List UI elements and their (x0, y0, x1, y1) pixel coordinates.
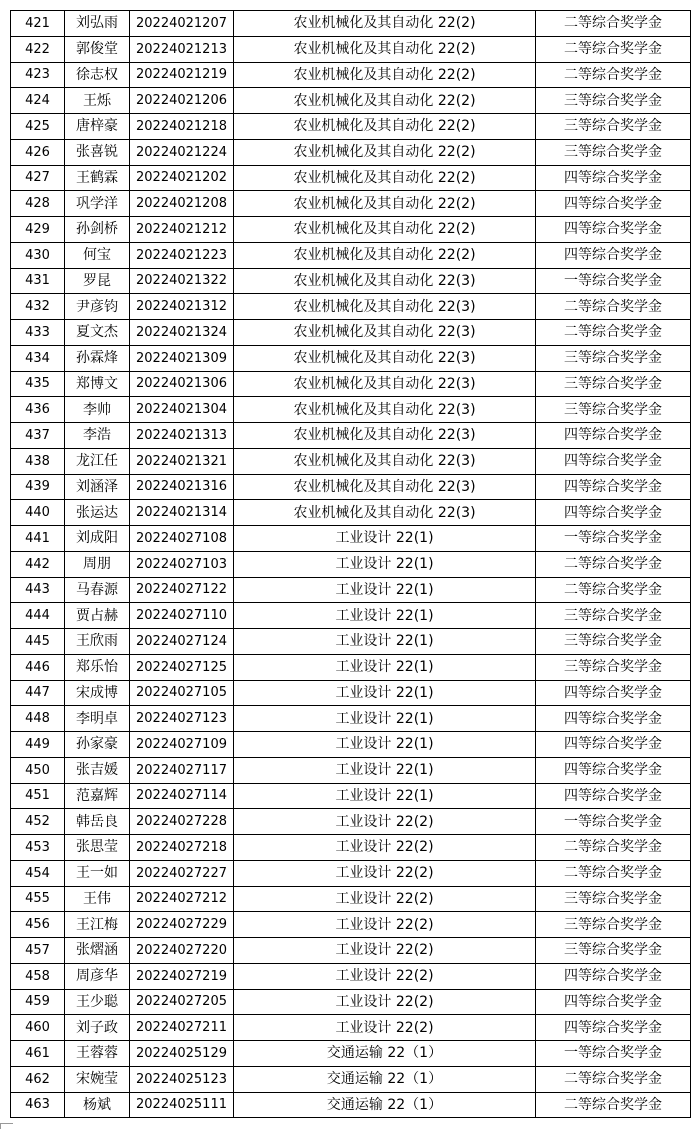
cell-student-id: 20224021306 (130, 371, 234, 397)
cell-index: 440 (11, 500, 65, 526)
cell-student-id: 20224021219 (130, 62, 234, 88)
cell-class: 工业设计 22(2) (234, 886, 536, 912)
cell-index: 444 (11, 603, 65, 629)
cell-award: 二等综合奖学金 (536, 294, 691, 320)
table-row (11, 268, 691, 294)
cell-student-id: 20224027219 (130, 963, 234, 989)
cell-class: 交通运输 22（1） (234, 1066, 536, 1092)
cell-award: 二等综合奖学金 (536, 577, 691, 603)
cell-student-id: 20224027211 (130, 1015, 234, 1041)
cell-name: 刘子政 (65, 1015, 130, 1041)
cell-student-id: 20224021316 (130, 474, 234, 500)
cell-index: 423 (11, 62, 65, 88)
cell-award: 四等综合奖学金 (536, 500, 691, 526)
table-row (11, 36, 691, 62)
cell-name: 何宝 (65, 242, 130, 268)
cell-index: 459 (11, 989, 65, 1015)
table-row (11, 345, 691, 371)
cell-index: 431 (11, 268, 65, 294)
cell-index: 421 (11, 11, 65, 37)
table-row (11, 551, 691, 577)
cell-student-id: 20224027108 (130, 526, 234, 552)
cell-name: 周朋 (65, 551, 130, 577)
cell-index: 422 (11, 36, 65, 62)
cell-award: 四等综合奖学金 (536, 423, 691, 449)
table-row (11, 989, 691, 1015)
table-row (11, 886, 691, 912)
cell-index: 435 (11, 371, 65, 397)
table-row (11, 217, 691, 243)
cell-student-id: 20224027114 (130, 783, 234, 809)
cell-student-id: 20224027227 (130, 860, 234, 886)
table-row (11, 629, 691, 655)
cell-name: 孙剑桥 (65, 217, 130, 243)
cell-class: 农业机械化及其自动化 22(2) (234, 165, 536, 191)
cell-student-id: 20224021207 (130, 11, 234, 37)
cell-index: 427 (11, 165, 65, 191)
cell-student-id: 20224027205 (130, 989, 234, 1015)
cell-name: 王伟 (65, 886, 130, 912)
cell-class: 农业机械化及其自动化 22(2) (234, 191, 536, 217)
cell-name: 张熠涵 (65, 938, 130, 964)
cell-award: 一等综合奖学金 (536, 1041, 691, 1067)
table-row (11, 474, 691, 500)
cell-class: 工业设计 22(2) (234, 860, 536, 886)
cell-award: 三等综合奖学金 (536, 88, 691, 114)
table-row (11, 11, 691, 37)
table-row (11, 397, 691, 423)
table-row (11, 912, 691, 938)
cell-award: 一等综合奖学金 (536, 268, 691, 294)
table-row (11, 294, 691, 320)
cell-award: 四等综合奖学金 (536, 242, 691, 268)
cell-class: 农业机械化及其自动化 22(2) (234, 242, 536, 268)
cell-name: 孙家豪 (65, 732, 130, 758)
cell-student-id: 20224027229 (130, 912, 234, 938)
cell-name: 李明卓 (65, 706, 130, 732)
cell-award: 二等综合奖学金 (536, 36, 691, 62)
cell-student-id: 20224027124 (130, 629, 234, 655)
cell-student-id: 20224027125 (130, 654, 234, 680)
cell-award: 三等综合奖学金 (536, 629, 691, 655)
cell-name: 孙霖烽 (65, 345, 130, 371)
cell-name: 王一如 (65, 860, 130, 886)
cell-student-id: 20224027220 (130, 938, 234, 964)
cell-student-id: 20224021312 (130, 294, 234, 320)
cell-award: 二等综合奖学金 (536, 835, 691, 861)
cell-student-id: 20224027105 (130, 680, 234, 706)
cell-index: 451 (11, 783, 65, 809)
cell-name: 张思莹 (65, 835, 130, 861)
cell-class: 工业设计 22(2) (234, 989, 536, 1015)
cell-index: 455 (11, 886, 65, 912)
cell-award: 三等综合奖学金 (536, 654, 691, 680)
cell-index: 448 (11, 706, 65, 732)
cell-index: 441 (11, 526, 65, 552)
cell-index: 443 (11, 577, 65, 603)
cell-index: 426 (11, 139, 65, 165)
cell-name: 刘弘雨 (65, 11, 130, 37)
cell-name: 宋成博 (65, 680, 130, 706)
table-row (11, 732, 691, 758)
cell-award: 四等综合奖学金 (536, 963, 691, 989)
cell-class: 工业设计 22(1) (234, 629, 536, 655)
cell-class: 工业设计 22(2) (234, 835, 536, 861)
cell-student-id: 20224021206 (130, 88, 234, 114)
cell-student-id: 20224027103 (130, 551, 234, 577)
cell-award: 三等综合奖学金 (536, 371, 691, 397)
cell-class: 农业机械化及其自动化 22(2) (234, 11, 536, 37)
table-row (11, 423, 691, 449)
cell-student-id: 20224021213 (130, 36, 234, 62)
table-row (11, 680, 691, 706)
cell-class: 农业机械化及其自动化 22(2) (234, 114, 536, 140)
cell-index: 424 (11, 88, 65, 114)
cell-index: 445 (11, 629, 65, 655)
table-row (11, 62, 691, 88)
cell-name: 周彦华 (65, 963, 130, 989)
cell-class: 工业设计 22(1) (234, 654, 536, 680)
table-row (11, 242, 691, 268)
cell-student-id: 20224021212 (130, 217, 234, 243)
cell-student-id: 20224021309 (130, 345, 234, 371)
table-row (11, 114, 691, 140)
cell-class: 农业机械化及其自动化 22(3) (234, 474, 536, 500)
cell-class: 农业机械化及其自动化 22(3) (234, 294, 536, 320)
table-row (11, 88, 691, 114)
cell-award: 三等综合奖学金 (536, 114, 691, 140)
cell-student-id: 20224021313 (130, 423, 234, 449)
table-row (11, 500, 691, 526)
cell-index: 433 (11, 320, 65, 346)
cell-index: 437 (11, 423, 65, 449)
cell-student-id: 20224025123 (130, 1066, 234, 1092)
cell-index: 436 (11, 397, 65, 423)
cell-student-id: 20224021324 (130, 320, 234, 346)
table-row (11, 139, 691, 165)
table-row (11, 938, 691, 964)
cell-index: 458 (11, 963, 65, 989)
cell-award: 二等综合奖学金 (536, 11, 691, 37)
table-row (11, 526, 691, 552)
cell-index: 429 (11, 217, 65, 243)
cell-name: 张运达 (65, 500, 130, 526)
cell-name: 杨斌 (65, 1092, 130, 1118)
cell-name: 贾占赫 (65, 603, 130, 629)
cell-index: 449 (11, 732, 65, 758)
cell-class: 农业机械化及其自动化 22(2) (234, 62, 536, 88)
cell-index: 446 (11, 654, 65, 680)
cell-class: 农业机械化及其自动化 22(3) (234, 423, 536, 449)
cell-student-id: 20224021223 (130, 242, 234, 268)
cell-class: 工业设计 22(1) (234, 757, 536, 783)
cell-award: 二等综合奖学金 (536, 551, 691, 577)
cell-student-id: 20224021314 (130, 500, 234, 526)
cell-class: 工业设计 22(1) (234, 732, 536, 758)
table-row (11, 809, 691, 835)
cell-student-id: 20224027117 (130, 757, 234, 783)
cell-award: 四等综合奖学金 (536, 191, 691, 217)
cell-award: 一等综合奖学金 (536, 809, 691, 835)
cell-class: 农业机械化及其自动化 22(2) (234, 88, 536, 114)
cell-class: 工业设计 22(2) (234, 912, 536, 938)
cell-class: 交通运输 22（1） (234, 1041, 536, 1067)
cell-name: 刘成阳 (65, 526, 130, 552)
cell-award: 四等综合奖学金 (536, 680, 691, 706)
cell-student-id: 20224027218 (130, 835, 234, 861)
scholarship-table (10, 10, 691, 1118)
cell-class: 农业机械化及其自动化 22(2) (234, 36, 536, 62)
table-row (11, 654, 691, 680)
cell-name: 夏文杰 (65, 320, 130, 346)
cell-class: 农业机械化及其自动化 22(2) (234, 217, 536, 243)
table-row (11, 860, 691, 886)
table-row (11, 1092, 691, 1118)
cell-index: 425 (11, 114, 65, 140)
cell-class: 农业机械化及其自动化 22(3) (234, 448, 536, 474)
table-row (11, 835, 691, 861)
cell-index: 428 (11, 191, 65, 217)
cell-award: 四等综合奖学金 (536, 783, 691, 809)
cell-award: 三等综合奖学金 (536, 139, 691, 165)
cell-name: 王欣雨 (65, 629, 130, 655)
cell-name: 范嘉辉 (65, 783, 130, 809)
cell-name: 韩岳良 (65, 809, 130, 835)
cell-name: 王鹤霖 (65, 165, 130, 191)
cell-award: 二等综合奖学金 (536, 1066, 691, 1092)
cell-index: 438 (11, 448, 65, 474)
cell-class: 农业机械化及其自动化 22(2) (234, 139, 536, 165)
cell-name: 郭俊堂 (65, 36, 130, 62)
cell-name: 张吉媛 (65, 757, 130, 783)
table-row (11, 165, 691, 191)
cell-class: 工业设计 22(2) (234, 938, 536, 964)
cell-award: 二等综合奖学金 (536, 860, 691, 886)
cell-award: 四等综合奖学金 (536, 757, 691, 783)
table-row (11, 603, 691, 629)
cell-name: 龙江任 (65, 448, 130, 474)
cell-name: 李帅 (65, 397, 130, 423)
cell-class: 工业设计 22(2) (234, 1015, 536, 1041)
cell-class: 工业设计 22(1) (234, 551, 536, 577)
table-row (11, 757, 691, 783)
cell-class: 交通运输 22（1） (234, 1092, 536, 1118)
cell-student-id: 20224025129 (130, 1041, 234, 1067)
cell-index: 454 (11, 860, 65, 886)
cell-name: 罗昆 (65, 268, 130, 294)
cell-class: 工业设计 22(1) (234, 680, 536, 706)
cell-award: 三等综合奖学金 (536, 603, 691, 629)
cell-index: 430 (11, 242, 65, 268)
cell-index: 460 (11, 1015, 65, 1041)
table-row (11, 320, 691, 346)
cell-name: 王江梅 (65, 912, 130, 938)
cell-award: 二等综合奖学金 (536, 1092, 691, 1118)
cell-class: 农业机械化及其自动化 22(3) (234, 345, 536, 371)
cell-index: 434 (11, 345, 65, 371)
cell-award: 四等综合奖学金 (536, 448, 691, 474)
cell-award: 四等综合奖学金 (536, 474, 691, 500)
table-row (11, 577, 691, 603)
cell-class: 农业机械化及其自动化 22(3) (234, 397, 536, 423)
cell-class: 工业设计 22(1) (234, 783, 536, 809)
cell-class: 工业设计 22(2) (234, 963, 536, 989)
cell-index: 453 (11, 835, 65, 861)
cell-name: 王烁 (65, 88, 130, 114)
cell-award: 四等综合奖学金 (536, 989, 691, 1015)
cell-name: 巩学洋 (65, 191, 130, 217)
cell-name: 张喜锐 (65, 139, 130, 165)
cell-student-id: 20224021322 (130, 268, 234, 294)
cell-class: 工业设计 22(2) (234, 809, 536, 835)
cell-name: 王蓉蓉 (65, 1041, 130, 1067)
cell-index: 456 (11, 912, 65, 938)
table-row (11, 191, 691, 217)
cell-award: 四等综合奖学金 (536, 217, 691, 243)
cell-student-id: 20224021208 (130, 191, 234, 217)
cell-award: 三等综合奖学金 (536, 345, 691, 371)
scholarship-list (10, 10, 691, 1118)
cell-class: 农业机械化及其自动化 22(3) (234, 268, 536, 294)
cell-name: 郑博文 (65, 371, 130, 397)
cell-name: 徐志权 (65, 62, 130, 88)
cell-name: 宋婉莹 (65, 1066, 130, 1092)
cell-index: 450 (11, 757, 65, 783)
cell-index: 447 (11, 680, 65, 706)
cell-student-id: 20224027212 (130, 886, 234, 912)
cell-class: 工业设计 22(1) (234, 706, 536, 732)
cell-student-id: 20224027110 (130, 603, 234, 629)
cell-student-id: 20224027109 (130, 732, 234, 758)
cell-award: 四等综合奖学金 (536, 706, 691, 732)
cell-name: 郑乐怡 (65, 654, 130, 680)
cell-name: 李浩 (65, 423, 130, 449)
cell-class: 农业机械化及其自动化 22(3) (234, 320, 536, 346)
cell-award: 三等综合奖学金 (536, 886, 691, 912)
cell-index: 461 (11, 1041, 65, 1067)
cell-student-id: 20224021202 (130, 165, 234, 191)
table-row (11, 706, 691, 732)
cell-index: 439 (11, 474, 65, 500)
cell-student-id: 20224027122 (130, 577, 234, 603)
cell-index: 457 (11, 938, 65, 964)
cell-index: 462 (11, 1066, 65, 1092)
cell-award: 三等综合奖学金 (536, 397, 691, 423)
cell-award: 四等综合奖学金 (536, 1015, 691, 1041)
cell-student-id: 20224027228 (130, 809, 234, 835)
cell-name: 刘涵泽 (65, 474, 130, 500)
cell-student-id: 20224021224 (130, 139, 234, 165)
cell-student-id: 20224027123 (130, 706, 234, 732)
cell-class: 工业设计 22(1) (234, 577, 536, 603)
table-body (11, 11, 691, 1118)
cell-class: 工业设计 22(1) (234, 603, 536, 629)
cell-student-id: 20224025111 (130, 1092, 234, 1118)
cell-award: 二等综合奖学金 (536, 62, 691, 88)
table-row (11, 448, 691, 474)
table-row (11, 1015, 691, 1041)
cell-class: 农业机械化及其自动化 22(3) (234, 371, 536, 397)
cell-award: 四等综合奖学金 (536, 732, 691, 758)
cell-class: 农业机械化及其自动化 22(3) (234, 500, 536, 526)
cell-name: 尹彦钧 (65, 294, 130, 320)
page-corner-mark (0, 1123, 13, 1129)
cell-name: 唐梓豪 (65, 114, 130, 140)
cell-class: 工业设计 22(1) (234, 526, 536, 552)
cell-award: 一等综合奖学金 (536, 526, 691, 552)
cell-name: 王少聪 (65, 989, 130, 1015)
table-row (11, 1066, 691, 1092)
cell-award: 三等综合奖学金 (536, 912, 691, 938)
cell-index: 452 (11, 809, 65, 835)
cell-index: 442 (11, 551, 65, 577)
cell-award: 四等综合奖学金 (536, 165, 691, 191)
table-row (11, 1041, 691, 1067)
cell-index: 463 (11, 1092, 65, 1118)
table-row (11, 783, 691, 809)
cell-student-id: 20224021321 (130, 448, 234, 474)
table-row (11, 371, 691, 397)
cell-student-id: 20224021218 (130, 114, 234, 140)
cell-index: 432 (11, 294, 65, 320)
table-row (11, 963, 691, 989)
cell-award: 三等综合奖学金 (536, 938, 691, 964)
cell-student-id: 20224021304 (130, 397, 234, 423)
cell-name: 马春源 (65, 577, 130, 603)
cell-award: 二等综合奖学金 (536, 320, 691, 346)
